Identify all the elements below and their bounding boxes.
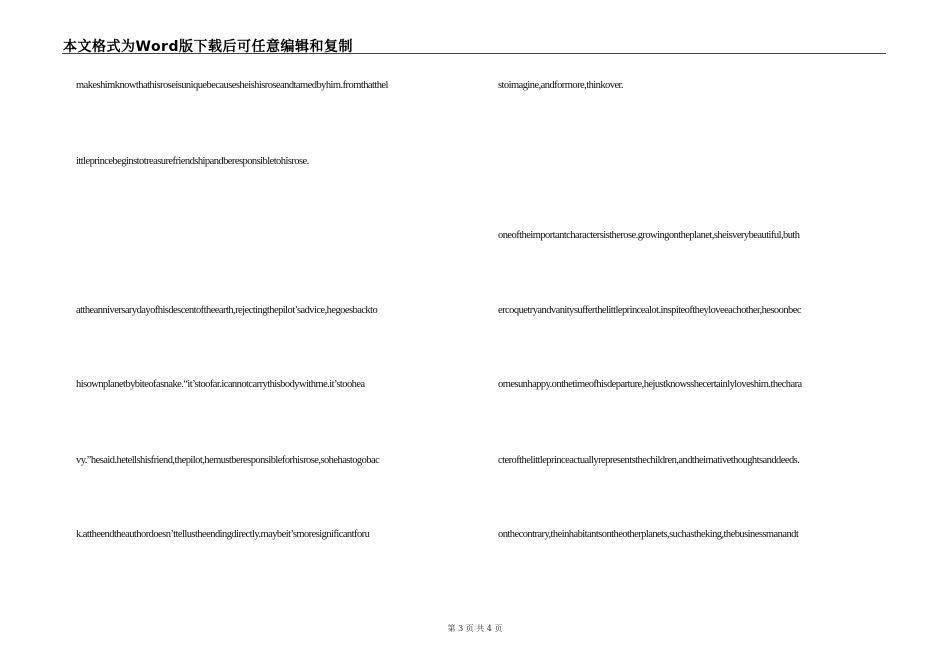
right-column-line-6: onthecontrary,theinhabitantsontheotherplanets,suchastheking,thebusinessmanandt	[498, 529, 799, 540]
header-divider	[62, 53, 886, 54]
left-column-line-2: ittleprincebeginstotreasurefriendshipandberesponsibletohisrose.	[76, 156, 309, 167]
right-column-line-1: stoimagine,andformore,thinkover.	[498, 80, 623, 91]
left-column-line-5: vy.”hesaid.hetellshisfriend,thepilot,hemustberesponsibleforhisrose,sohehastogobac	[76, 455, 380, 466]
document-header-title: 本文格式为Word版下载后可任意编辑和复制	[63, 39, 353, 55]
page-number-footer: 第 3 页 共 4 页	[447, 624, 503, 633]
left-column-line-1: makeshimknowthathisroseisuniquebecausesheishisroseandtamedbyhim.fromthatthel	[76, 80, 388, 91]
right-column-line-4: omesunhappy.onthetimeofhisdeparture,hejustknowsshecertainlyloveshim.thechara	[498, 379, 802, 390]
left-column-line-6: k.attheendtheauthordoesn’ttellustheendingdirectly.maybeit’smoresignificantforu	[76, 529, 370, 540]
right-column-line-5: cterofthelittleprinceactuallyrepresentsthechildren,andtheirnativethoughtsanddeeds.	[498, 455, 800, 466]
right-column-line-3: ercoquetryandvanitysufferthelittleprincealot.inspiteoftheyloveeachother,hesoonbec	[498, 305, 801, 316]
left-column-line-3: attheanniversarydayofhisdescentoftheearth,rejectingthepilot’sadvice,hegoesbackto	[76, 305, 378, 316]
left-column-line-4: hisownplanetbybiteofasnake.“it’stoofar.icannotcarrythisbodywithme.it’stoohea	[76, 379, 365, 390]
right-column-line-2: oneoftheimportantcharactersistherose.growingontheplanet,sheisverybeautiful,buth	[498, 230, 800, 241]
